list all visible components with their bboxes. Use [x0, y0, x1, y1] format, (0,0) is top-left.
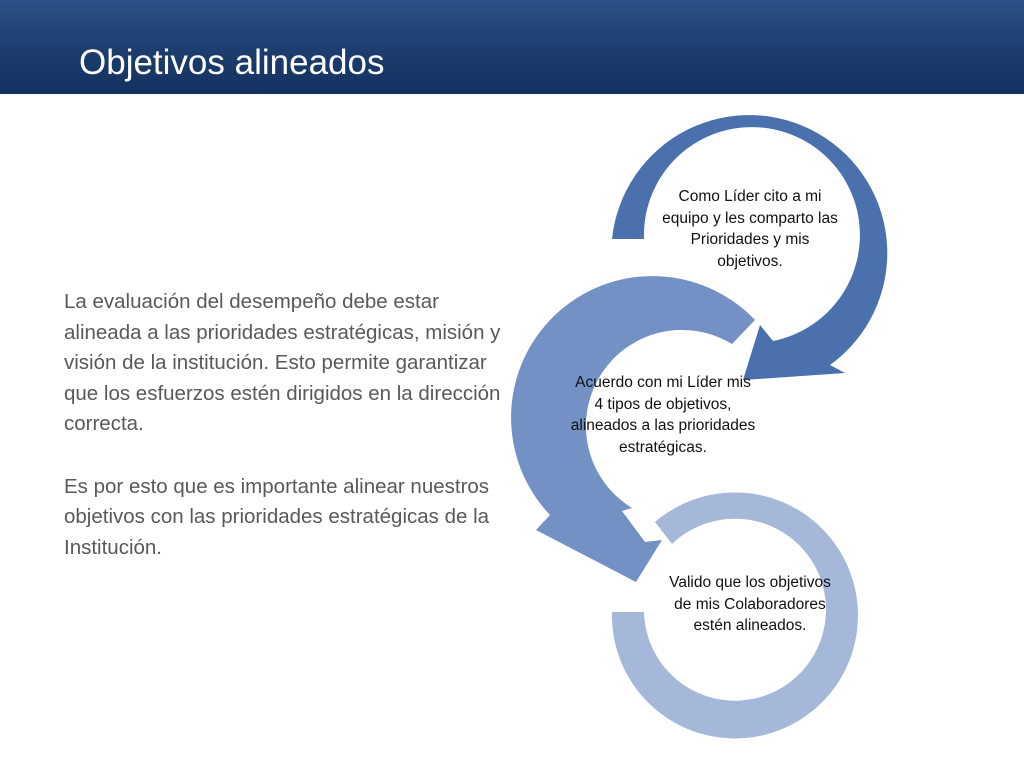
step-1-text: Como Líder cito a mi equipo y les comparto las Prioridades y mis objetivos. [662, 188, 838, 270]
step-3-text: Valido que los objetivos de mis Colaboradores estén alineados. [669, 574, 831, 634]
step-2-text: Acuerdo con mi Líder mis 4 tipos de objetivos, alineados a las prioridades estratégicas. [570, 374, 756, 456]
body-paragraph-1: La evaluación del desempeño debe estar alineada a las prioridades estratégicas, misión y visión de la institución. Esto permite garantizar que los esfuerzos estén dirigidos en la dirección correcta. [64, 290, 501, 435]
body-paragraph-2: Es por esto que es importante alinear nuestros objetivos con las prioridades estratégicas de la Institución. [64, 474, 490, 559]
slide-title: Objetivos alineados [79, 43, 385, 82]
